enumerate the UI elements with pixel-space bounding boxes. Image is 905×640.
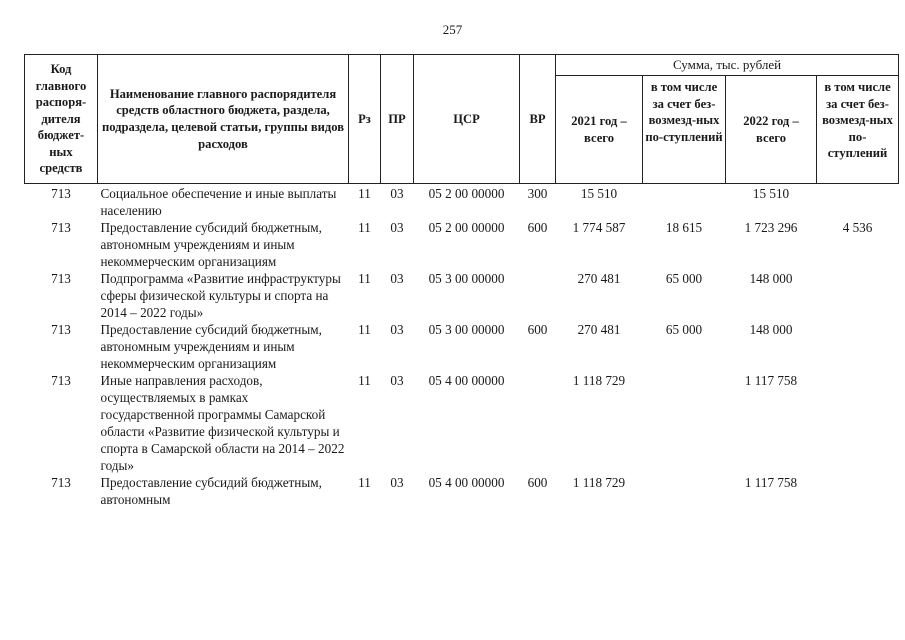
cell-code: 713 [51, 373, 71, 388]
cell-name: Предоставление субсидий бюджетным, автономным [100, 475, 322, 507]
cell-pr: 03 [390, 475, 404, 490]
cell-total-2021: 15 510 [580, 186, 618, 201]
cell-incl-2022 [817, 270, 899, 321]
cell-rz: 11 [358, 475, 371, 490]
cell-incl-2021 [643, 184, 726, 220]
cell-vr [520, 270, 556, 321]
cell-incl-2022 [817, 184, 899, 220]
cell-incl-2022: 4 536 [842, 220, 873, 235]
cell-code: 713 [51, 322, 71, 337]
cell-vr: 600 [527, 322, 548, 337]
cell-code: 713 [51, 475, 71, 490]
cell-incl-2021 [643, 474, 726, 508]
cell-vr: 600 [527, 475, 548, 490]
cell-name: Предоставление субсидий бюджетным, автономным учреждениям и иным некоммерческим организациям [100, 322, 322, 371]
cell-rz: 11 [358, 271, 371, 286]
header-rz: Рз [349, 55, 381, 184]
table-row [25, 270, 899, 321]
page-number: 257 [442, 22, 463, 37]
header-total-2022: 2022 год – всего [726, 76, 817, 184]
cell-total-2022: 148 000 [749, 322, 793, 337]
cell-incl-2021 [643, 372, 726, 474]
header-sum: Сумма, тыс. рублей [556, 55, 899, 76]
cell-code: 713 [51, 220, 71, 235]
header-code: Код главного распоря-дителя бюджет-ных средств [25, 55, 98, 184]
cell-name: Иные направления расходов, осуществляемых в рамках государственной программы Самарской области «Развитие физической культуры и спорта в Самарской области на 2014 – 2022 годы» [100, 373, 345, 473]
budget-table [24, 54, 899, 508]
cell-total-2022: 148 000 [749, 271, 793, 286]
table-row [25, 321, 899, 372]
cell-csr: 05 2 00 00000 [428, 220, 505, 235]
cell-name: Предоставление субсидий бюджетным, автономным учреждениям и иным некоммерческим организациям [100, 220, 322, 269]
cell-rz: 11 [358, 373, 371, 388]
cell-total-2022: 15 510 [752, 186, 790, 201]
cell-incl-2021: 18 615 [665, 220, 703, 235]
cell-total-2022: 1 117 758 [744, 373, 798, 388]
cell-pr: 03 [390, 271, 404, 286]
table-header [25, 55, 899, 184]
cell-rz: 11 [358, 322, 371, 337]
cell-incl-2021: 65 000 [665, 322, 703, 337]
header-csr: ЦСР [414, 55, 520, 184]
cell-vr: 600 [527, 220, 548, 235]
table-row [25, 184, 899, 220]
header-pr: ПР [381, 55, 414, 184]
cell-code: 713 [51, 271, 71, 286]
cell-vr [520, 372, 556, 474]
cell-total-2021: 1 118 729 [572, 373, 626, 388]
cell-pr: 03 [390, 220, 404, 235]
cell-csr: 05 2 00 00000 [428, 186, 505, 201]
cell-incl-2022 [817, 372, 899, 474]
cell-incl-2022 [817, 474, 899, 508]
cell-total-2022: 1 723 296 [744, 220, 798, 235]
cell-rz: 11 [358, 220, 371, 235]
cell-total-2021: 270 481 [577, 271, 621, 286]
cell-total-2021: 1 774 587 [572, 220, 626, 235]
cell-csr: 05 3 00 00000 [428, 271, 505, 286]
cell-name: Социальное обеспечение и иные выплаты населению [100, 186, 337, 218]
cell-total-2021: 270 481 [577, 322, 621, 337]
header-name: Наименование главного распорядителя средств областного бюджета, раздела, подраздела, целевой статьи, группы видов расходов [98, 55, 349, 184]
cell-total-2022: 1 117 758 [744, 475, 798, 490]
cell-incl-2021: 65 000 [665, 271, 703, 286]
cell-pr: 03 [390, 322, 404, 337]
header-vr: ВР [520, 55, 556, 184]
table-row [25, 219, 899, 270]
cell-csr: 05 4 00 00000 [428, 373, 505, 388]
cell-csr: 05 3 00 00000 [428, 322, 505, 337]
table-body [25, 184, 899, 509]
cell-rz: 11 [358, 186, 371, 201]
table-row [25, 372, 899, 474]
cell-total-2021: 1 118 729 [572, 475, 626, 490]
header-total-2021: 2021 год – всего [556, 76, 643, 184]
cell-pr: 03 [390, 186, 404, 201]
table-row [25, 474, 899, 508]
cell-pr: 03 [390, 373, 404, 388]
cell-code: 713 [51, 186, 71, 201]
cell-csr: 05 4 00 00000 [428, 475, 505, 490]
cell-vr: 300 [527, 186, 548, 201]
cell-incl-2022 [817, 321, 899, 372]
header-incl-2022: в том числе за счет без-возмезд-ных по-ступлений [817, 76, 899, 184]
cell-name: Подпрограмма «Развитие инфраструктуры сферы физической культуры и спорта на 2014 – 2022 годы» [100, 271, 341, 320]
header-incl-2021: в том числе за счет без-возмезд-ных по-ступлений [643, 76, 726, 184]
